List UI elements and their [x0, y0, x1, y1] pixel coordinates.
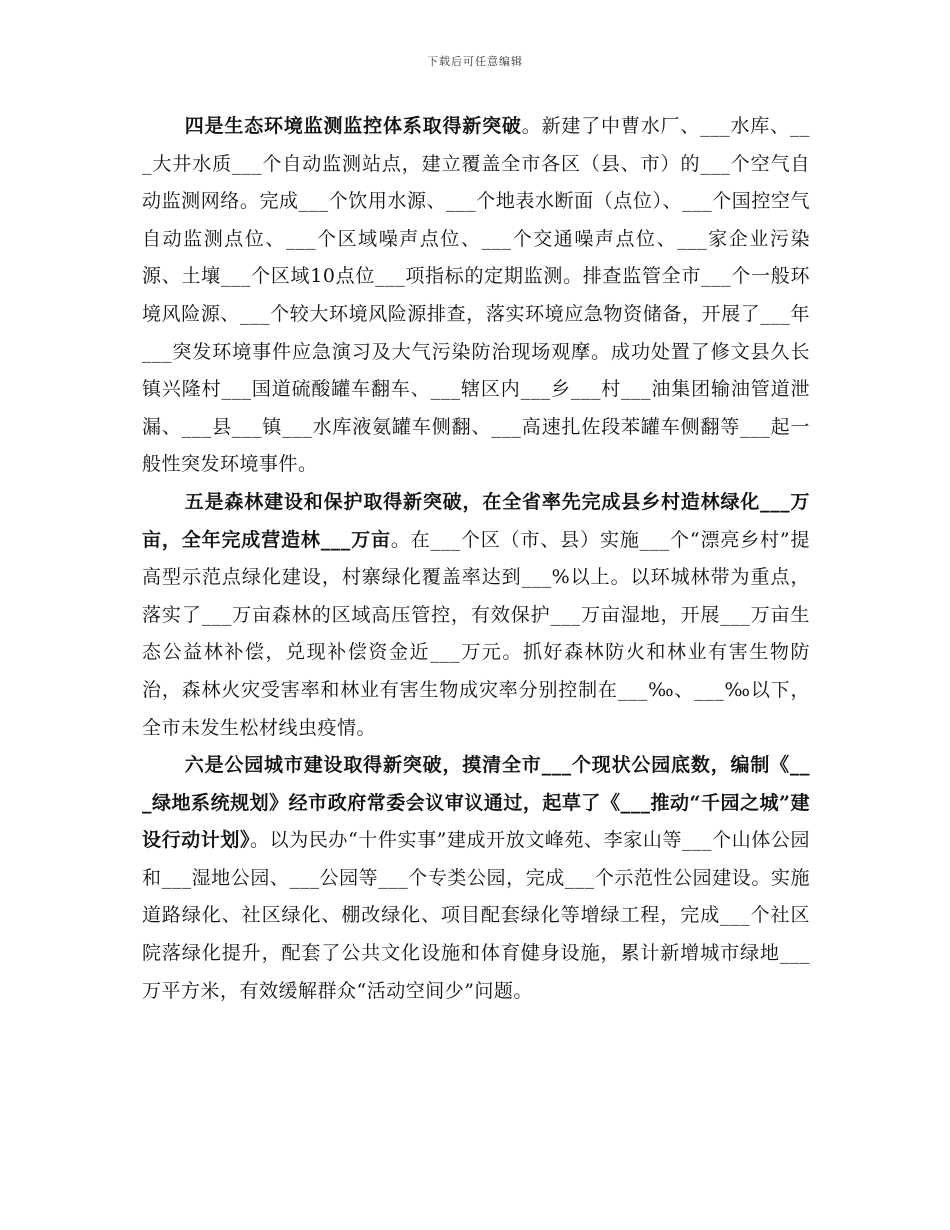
paragraph-body: 。在___个区（市、县）实施___个“漂亮乡村”提高型示范点绿化建设，村寨绿化覆盖率达到___%以上。以环城林带为重点，落实了___万亩森林的区域高压管控，有效保护___万亩湿地，开展___万亩生态公益林补偿，兑现补偿资金近___万元。抓好森林防火和林业有害生物防治，森林火灾受害率和林业有害生物成灾率分别控制在___‰、___‰以下，全市未发生松材线虫疫情。 — [142, 528, 810, 739]
paragraph-forest-construction — [142, 484, 810, 747]
document-body — [142, 108, 810, 1010]
paragraph-ecological-monitoring — [142, 108, 810, 484]
page-header: 下载后可任意编辑 — [427, 55, 523, 68]
paragraph-lead: 六是公园城市建设取得新突破，摸清全市___个现状公园底数，编制《___绿地系统规划》经市政府常委会议审议通过，起草了《___推动“千园之城”建设行动计划》 — [142, 754, 810, 852]
paragraph-park-city — [142, 747, 810, 1010]
paragraph-body: 。以为民办“十件实事”建成开放文峰苑、李家山等___个山体公园和___湿地公园、___公园等___个专类公园，完成___个示范性公园建设。实施道路绿化、社区绿化、棚改绿化、项目配套绿化等增绿工程，完成___个社区院落绿化提升，配套了公共文化设施和体育健身设施，累计新增城市绿地___万平方米，有效缓解群众“活动空间少”问题。 — [142, 829, 810, 1002]
paragraph-lead: 四是生态环境监测监控体系取得新突破 — [184, 115, 522, 137]
paragraph-lead: 五是森林建设和保护取得新突破，在全省率先完成县乡村造林绿化___万亩，全年完成营造林___万亩 — [142, 490, 810, 551]
paragraph-body: 。新建了中曹水厂、___水库、___大井水质___个自动监测站点，建立覆盖全市各区（县、市）的___个空气自动监测网络。完成___个饮用水源、___个地表水断面（点位）、___个国控空气自动监测点位、___个区域噪声点位、___个交通噪声点位、___家企业污染源、土壤___个区域10点位___项指标的定期监测。排查监管全市___个一般环境风险源、___个较大环境风险源排查，落实环境应急物资储备，开展了___年___突发环境事件应急演习及大气污染防治现场观摩。成功处置了修文县久长镇兴隆村___国道硫酸罐车翻车、___辖区内___乡___村___油集团输油管道泄漏、___县___镇___水库液氨罐车侧翻、___高速扎佐段苯罐车侧翻等___起一般性突发环境事件。 — [142, 115, 810, 476]
